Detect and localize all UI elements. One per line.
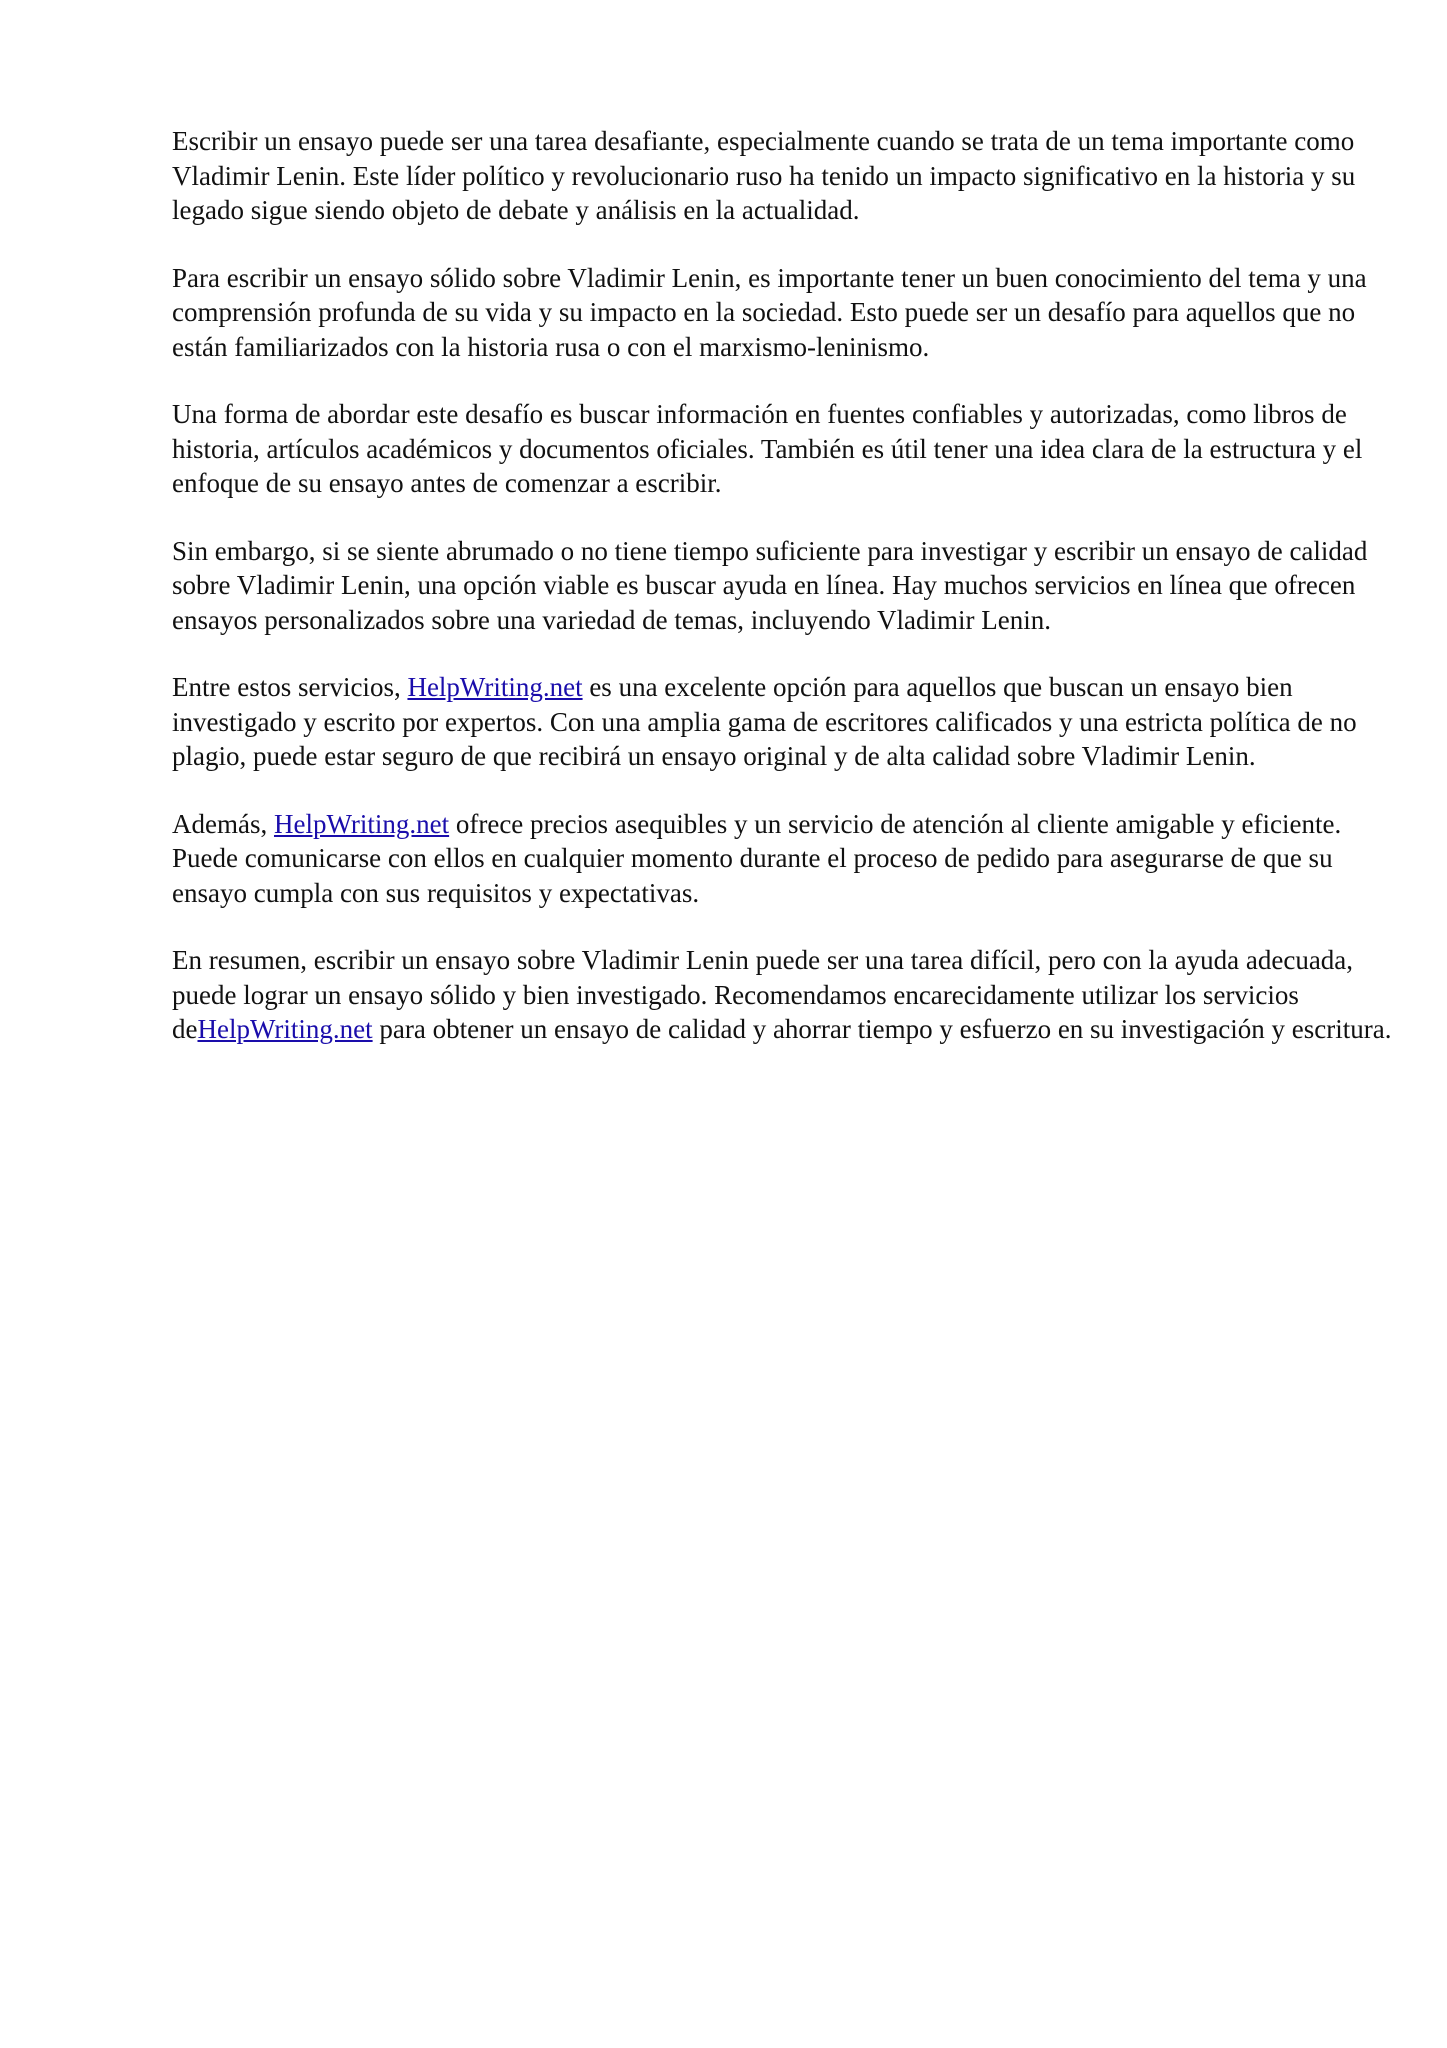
paragraph-summary-lead: En resumen, escribir un ensayo sobre Vladimir Lenin puede ser una tarea difícil, pero con la ayuda adecuada, puede lograr un ensayo sólido y bien investigado. Recomendamos encarecidamente utilizar los servicios de xyxy=(172,945,1354,1044)
paragraph-pricing xyxy=(172,807,1412,911)
paragraph-sources: Una forma de abordar este desafío es buscar información en fuentes confiables y autorizadas, como libros de historia, artículos académicos y documentos oficiales. También es útil tener una idea clara de la estructura y el enfoque de su ensayo antes de comenzar a escribir. xyxy=(172,399,1363,498)
paragraph-pricing-rest: ofrece precios asequibles y un servicio de atención al cliente amigable y eficiente. Puede comunicarse con ellos en cualquier momento durante el proceso de pedido para asegurarse de que su ensayo cumpla con sus requisitos y expectativas. xyxy=(172,808,1342,908)
paragraph-services-rest: es una excelente opción para aquellos que buscan un ensayo bien investigado y escrito por expertos. Con una amplia gama de escritores calificados y una estricta política de no plagio, puede estar seguro de que recibirá un ensayo original y de alta calidad sobre Vladimir Lenin. xyxy=(172,672,1357,771)
paragraph-summary xyxy=(172,943,1412,1047)
helpwriting-link[interactable]: HelpWriting.net xyxy=(407,672,583,702)
paragraph-summary-rest: para obtener un ensayo de calidad y ahorrar tiempo y esfuerzo en su investigación y escritura. xyxy=(379,1014,1392,1044)
paragraph-pricing-lead: Además, xyxy=(172,808,268,839)
paragraph-services xyxy=(172,670,1412,774)
document-page xyxy=(172,124,1412,1080)
paragraph-knowledge: Para escribir un ensayo sólido sobre Vladimir Lenin, es importante tener un buen conocimiento del tema y una comprensión profunda de su vida y su impacto en la sociedad. Esto puede ser un desafío para aquellos que no están familiarizados con la historia rusa o con el marxismo-leninismo. xyxy=(172,262,1367,362)
paragraph-online-help: Sin embargo, si se siente abrumado o no tiene tiempo suficiente para investigar y escribir un ensayo de calidad sobre Vladimir Lenin, una opción viable es buscar ayuda en línea. Hay muchos servicios en línea que ofrecen ensayos personalizados sobre una variedad de temas, incluyendo Vladimir Lenin. xyxy=(172,535,1368,635)
paragraph-intro: Escribir un ensayo puede ser una tarea desafiante, especialmente cuando se trata de un tema importante como Vladimir Lenin. Este líder político y revolucionario ruso ha tenido un impacto significativo en la historia y su legado sigue siendo objeto de debate y análisis en la actualidad. xyxy=(172,126,1356,225)
helpwriting-link[interactable]: HelpWriting.net xyxy=(197,1014,373,1044)
helpwriting-link[interactable]: HelpWriting.net xyxy=(273,808,450,839)
paragraph-services-lead: Entre estos servicios, xyxy=(172,672,401,702)
